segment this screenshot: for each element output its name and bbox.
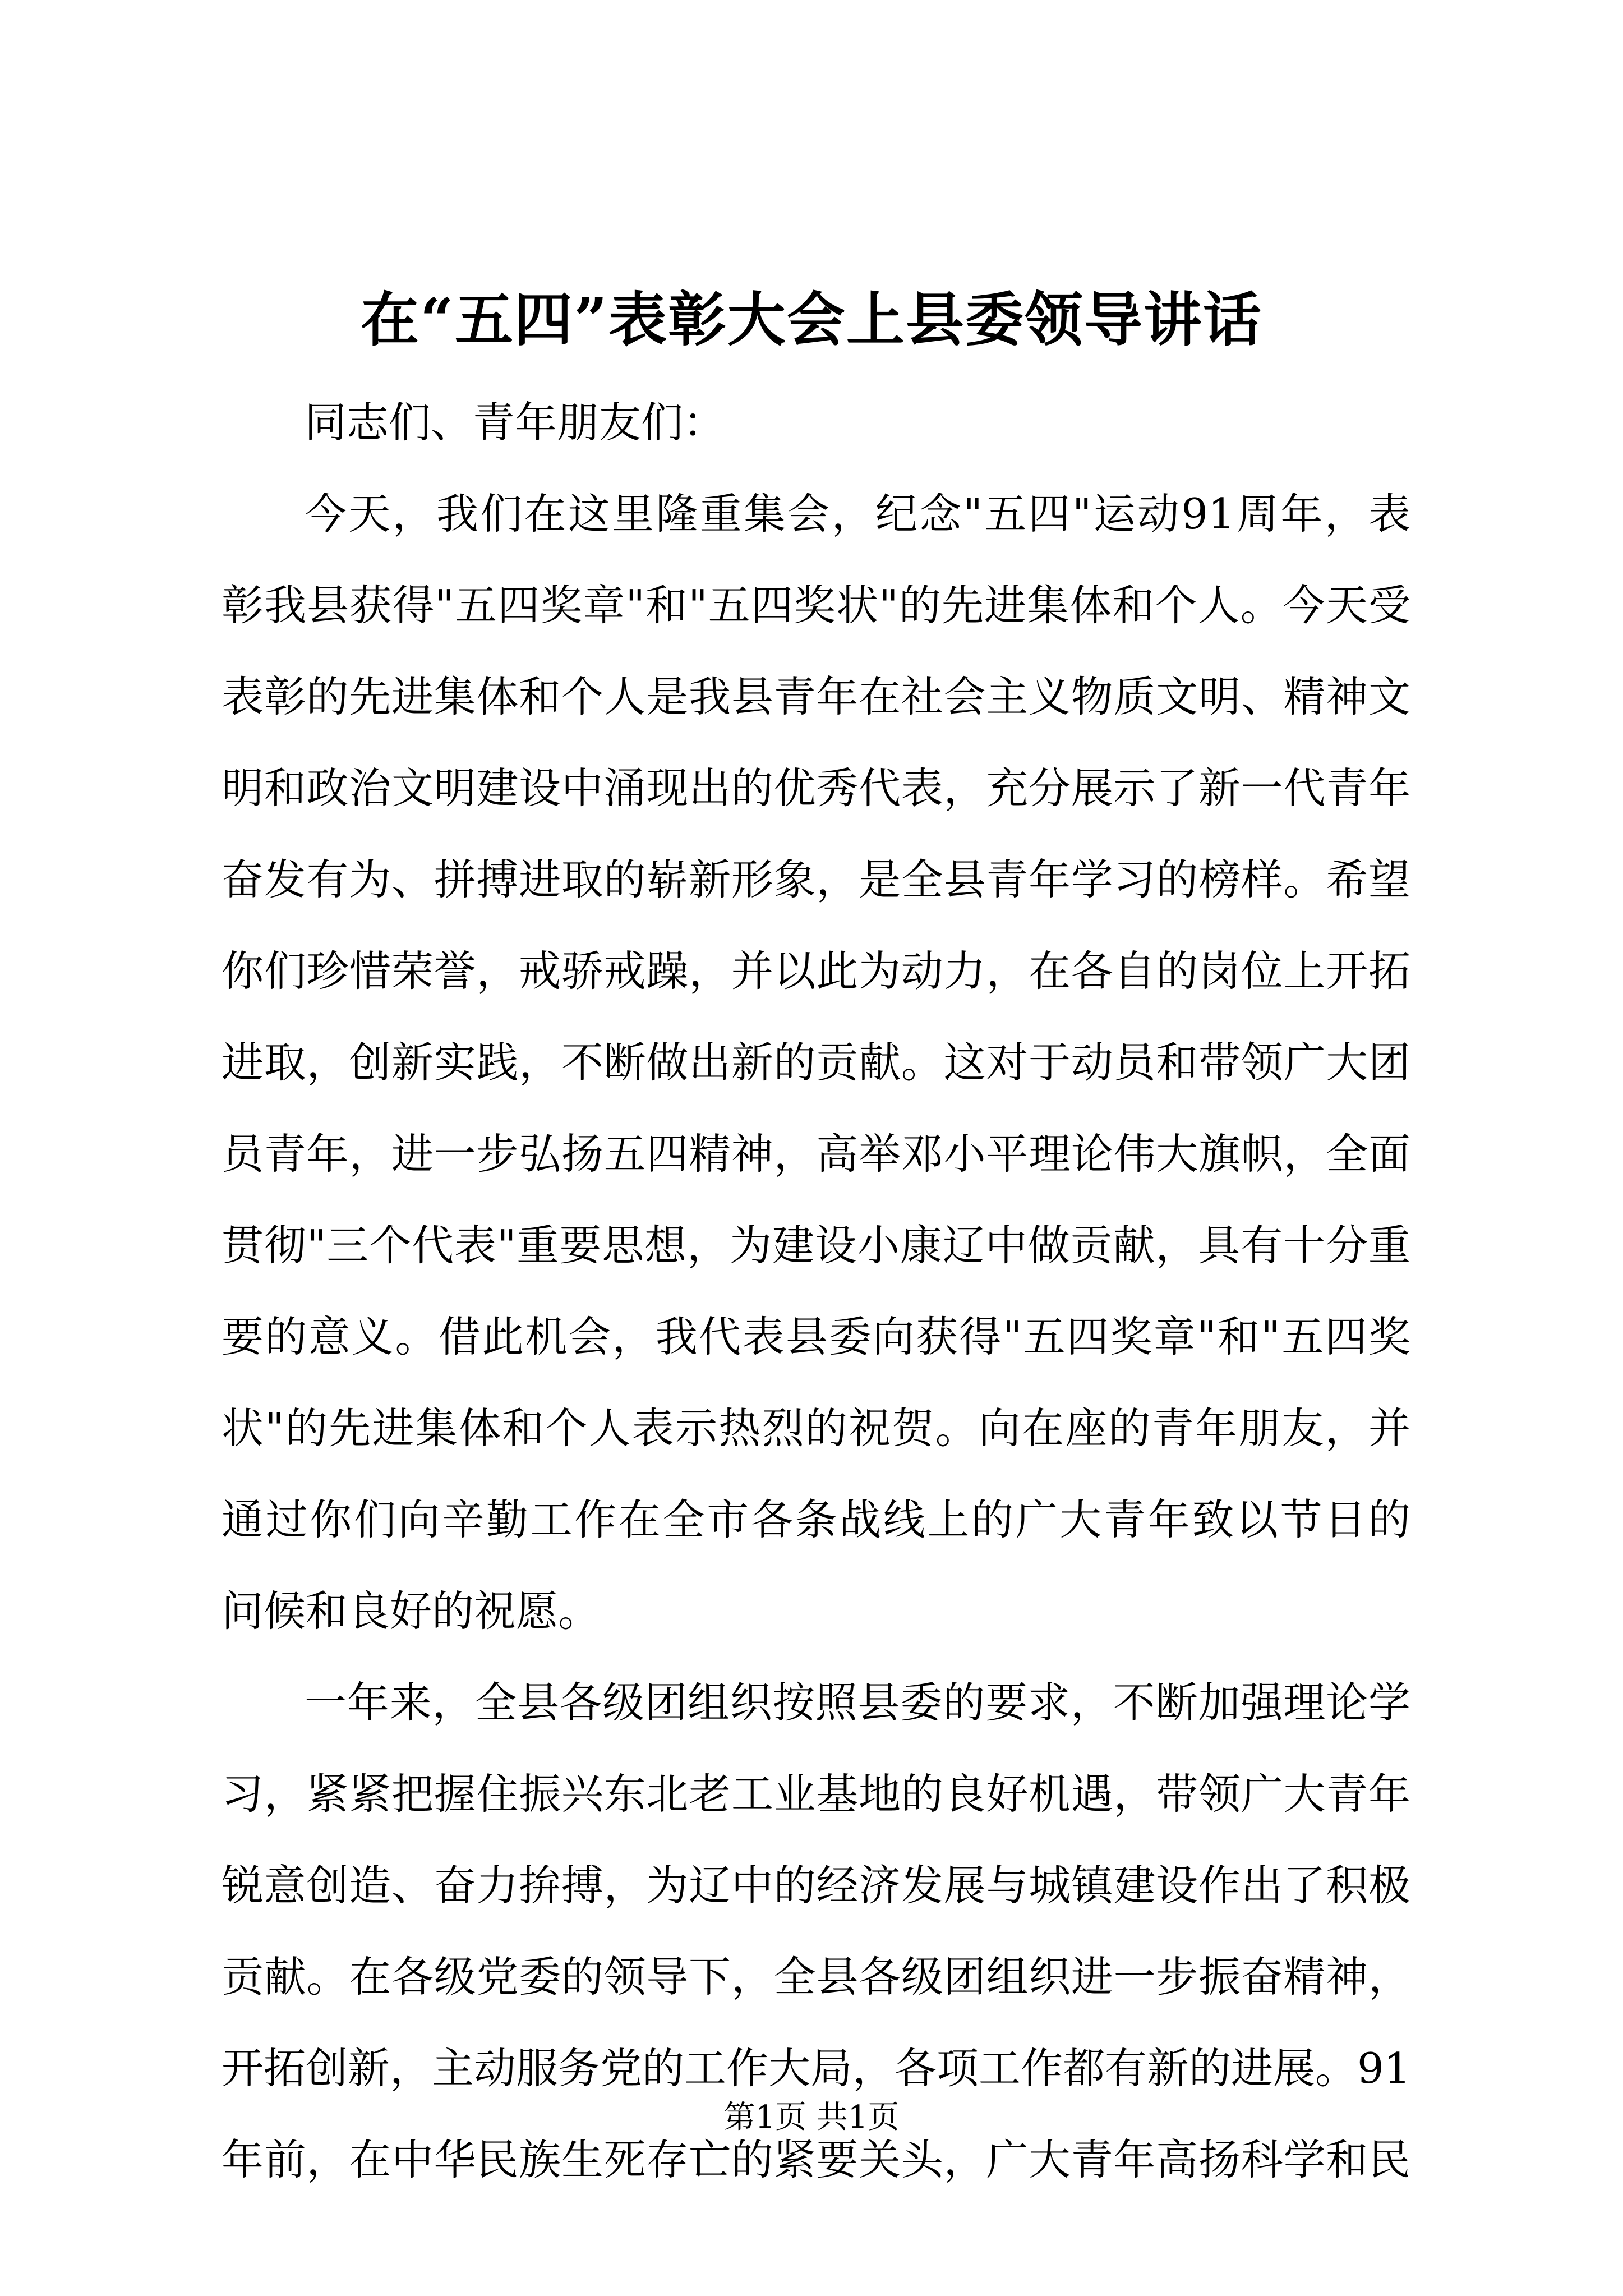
text-line: 表彰的先进集体和个人是我县青年在社会主义物质文明、精神文 [222, 672, 1410, 721]
text-line: 贯彻"三个代表"重要思想，为建设小康辽中做贡献，具有十分重 [222, 1221, 1410, 1270]
text-line: 习，紧紧把握住振兴东北老工业基地的良好机遇，带领广大青年 [222, 1769, 1410, 1819]
text-line: 开拓创新，主动服务党的工作大局，各项工作都有新的进展。91 [222, 2044, 1411, 2093]
text-line: 通过你们向辛勤工作在全市各条战线上的广大青年致以节日的 [222, 1495, 1410, 1544]
text-line: 今天，我们在这里隆重集会，纪念"五四"运动91周年，表 [305, 489, 1410, 539]
text-line: 要的意义。借此机会，我代表县委向获得"五四奖章"和"五四奖 [222, 1312, 1410, 1361]
text-line: 一年来，全县各级团组织按照县委的要求，不断加强理论学 [305, 1678, 1410, 1727]
text-line: 年前，在中华民族生死存亡的紧要关头，广大青年高扬科学和民 [222, 2135, 1410, 2184]
document-body [222, 377, 1410, 2206]
text-line: 明和政治文明建设中涌现出的优秀代表，充分展示了新一代青年 [222, 763, 1410, 813]
text-line: 状"的先进集体和个人表示热烈的祝贺。向在座的青年朋友，并 [222, 1404, 1410, 1453]
text-line: 彰我县获得"五四奖章"和"五四奖状"的先进集体和个人。今天受 [222, 581, 1410, 630]
text-line: 员青年，进一步弘扬五四精神，高举邓小平理论伟大旗帜，全面 [222, 1129, 1410, 1179]
text-line: 问候和良好的祝愿。 [222, 1586, 601, 1636]
text-line: 锐意创造、奋力拚搏，为辽中的经济发展与城镇建设作出了积极 [222, 1861, 1410, 1910]
paragraph-1 [222, 468, 1410, 1657]
text-line: 进取，创新实践，不断做出新的贡献。这对于动员和带领广大团 [222, 1038, 1410, 1087]
text-line: 你们珍惜荣誉，戒骄戒躁，并以此为动力，在各自的岗位上开拓 [222, 946, 1410, 996]
text-line: 奋发有为、拼搏进取的崭新形象，是全县青年学习的榜样。希望 [222, 855, 1410, 904]
text-line: 贡献。在各级党委的领导下，全县各级团组织进一步振奋精神， [222, 1952, 1410, 2001]
page-number-footer: 第1页 共1页 [723, 2099, 900, 2136]
salutation: 同志们、青年朋友们： [305, 398, 726, 447]
page-title: 在“五四”表彰大会上县委领导讲话 [361, 285, 1262, 354]
